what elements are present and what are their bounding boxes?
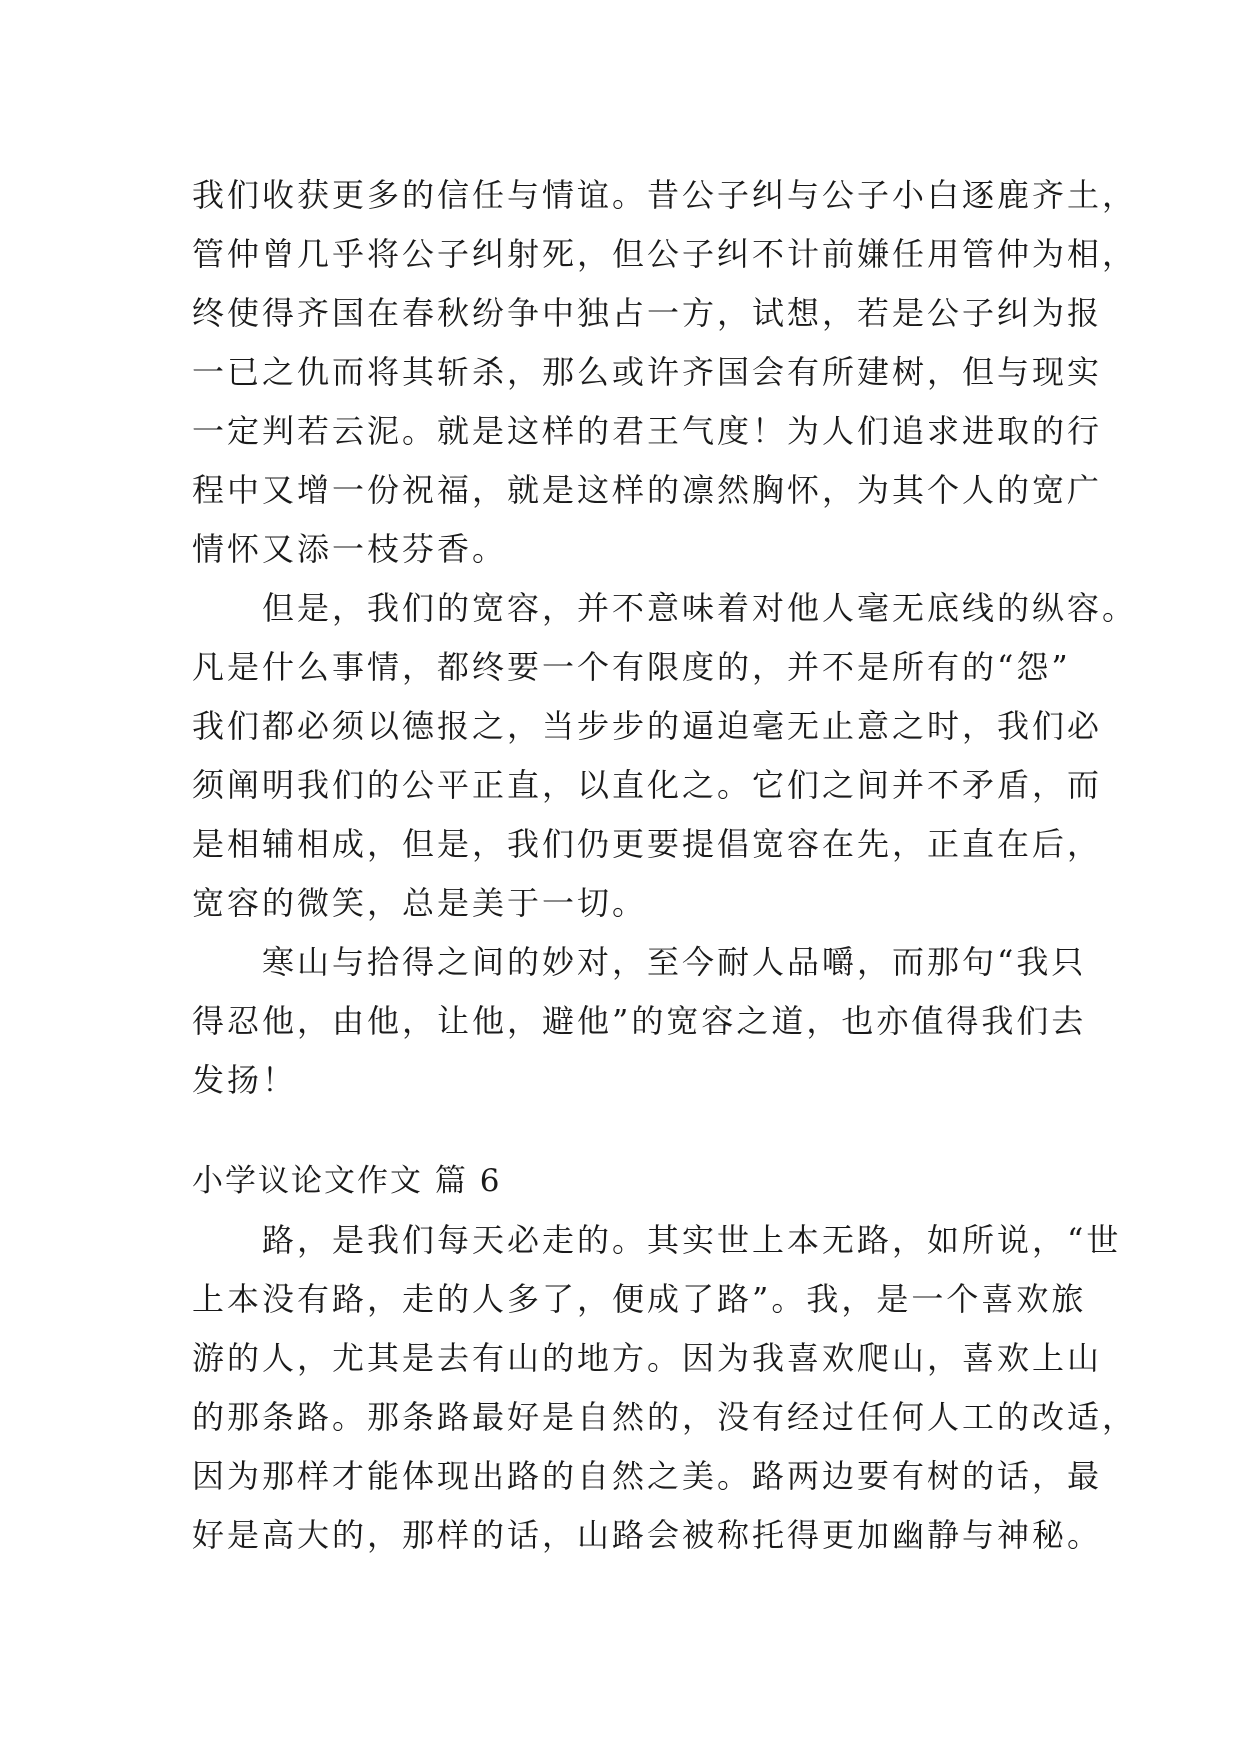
text-line: 发扬！	[192, 1061, 298, 1099]
text-line: 终使得齐国在春秋纷争中独占一方，试想，若是公子纠为报	[192, 294, 1103, 332]
text-line: 的那条路。那条路最好是自然的，没有经过任何人工的改适，	[192, 1398, 1138, 1436]
text-line: 管仲曾几乎将公子纠射死，但公子纠不计前嫌任用管仲为相，	[192, 235, 1138, 273]
text-line: 上本没有路，走的人多了，便成了路”。我，是一个喜欢旅	[192, 1280, 1087, 1318]
text-line: 得忍他，由他，让他，避他”的宽容之道，也亦值得我们去	[192, 1002, 1087, 1040]
section-heading: 小学议论文作文 篇 6	[192, 1163, 502, 1199]
text-line: 好是高大的，那样的话，山路会被称托得更加幽静与神秘。	[192, 1516, 1103, 1554]
document-body	[192, 166, 1138, 1565]
section-spacer	[192, 1110, 1092, 1152]
paragraph-4	[192, 1211, 1138, 1565]
text-line: 一定判若云泥。就是这样的君王气度！为人们追求进取的行	[192, 412, 1103, 450]
text-line: 凡是什么事情，都终要一个有限度的，并不是所有的“怨”	[192, 648, 1071, 686]
text-line: 情怀又添一枝芬香。	[192, 530, 508, 568]
paragraph-1	[192, 166, 1138, 579]
text-line: 但是，我们的宽容，并不意味着对他人毫无底线的纵容。	[192, 589, 1138, 627]
text-line: 寒山与拾得之间的妙对，至今耐人品嚼，而那句“我只	[192, 943, 1087, 981]
text-line: 宽容的微笑，总是美于一切。	[192, 884, 648, 922]
text-line: 路，是我们每天必走的。其实世上本无路，如所说，“世	[192, 1221, 1122, 1259]
paragraph-2	[192, 579, 1138, 933]
text-line: 是相辅相成，但是，我们仍更要提倡宽容在先，正直在后，	[192, 825, 1103, 863]
text-line: 我们收获更多的信任与情谊。昔公子纠与公子小白逐鹿齐土，	[192, 176, 1138, 214]
text-line: 须阐明我们的公平正直，以直化之。它们之间并不矛盾，而	[192, 766, 1103, 804]
text-line: 一已之仇而将其斩杀，那么或许齐国会有所建树，但与现实	[192, 353, 1103, 391]
text-line: 我们都必须以德报之，当步步的逼迫毫无止意之时，我们必	[192, 707, 1103, 745]
text-line: 游的人，尤其是去有山的地方。因为我喜欢爬山，喜欢上山	[192, 1339, 1103, 1377]
text-line: 程中又增一份祝福，就是这样的凛然胸怀，为其个人的宽广	[192, 471, 1103, 509]
text-line: 因为那样才能体现出路的自然之美。路两边要有树的话，最	[192, 1457, 1103, 1495]
paragraph-3	[192, 933, 1092, 1110]
